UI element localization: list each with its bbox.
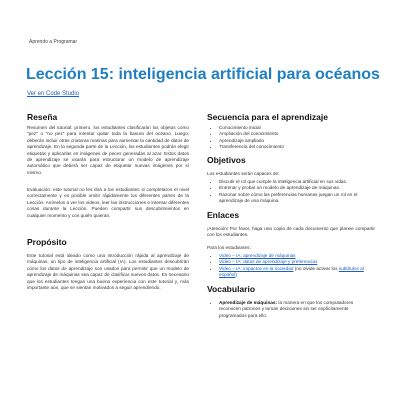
course-header: Aprendo a Programar	[29, 39, 78, 45]
list-item: • Transferencia del conocimiento	[219, 144, 375, 150]
objetivos-list	[207, 179, 375, 205]
link-note: (no olvide activar los	[293, 265, 339, 271]
list-item	[219, 300, 375, 319]
video-link-aprendizaje[interactable]: Video – IA: aprendizaje de máquinas	[219, 253, 296, 258]
video-link-datos[interactable]: Video – IA: datos de aprendizaje y preferencias	[219, 259, 318, 265]
secuencia-heading: Secuencia para el aprendizaje	[207, 112, 328, 122]
objetivos-heading: Objetivos	[207, 155, 246, 165]
proposito-heading: Propósito	[27, 237, 67, 247]
list-item: • Conocimiento inicial	[219, 125, 375, 131]
vocab-definition: la manera en que los computadores reconocen patrones y toman decisiones sin ser explícitamente programados para ello.	[219, 300, 354, 318]
proposito-paragraph: Este tutorial está ideado como una introducción rápida al aprendizaje de máquinas, un tipo de inteligencia artificial (IA). Los estudiantes descubrirán cómo los datos de aprendizaje son usados para permitir que un modelo de aprendizaje de máquinas sea capaz de clasificar nuevos datos. Es necesario que los estudiantes tengan una buena experiencia con este tutorial y, más importante aún, que se sientan motivados a seguir aprendiendo.	[27, 253, 189, 291]
list-item	[219, 266, 375, 279]
objetivos-intro: Los estudiantes serán capaces de:	[207, 171, 280, 176]
vocabulario-list	[207, 300, 375, 319]
list-item: • Razonar sobre cómo las preferencias humanas juegan un rol en el aprendizaje de una máquina.	[219, 192, 375, 205]
list-item: • Entrenar y probar un modelo de aprendizaje de máquinas.	[219, 185, 375, 191]
enlaces-list	[207, 253, 375, 279]
enlaces-subheading: Para los estudiantes:	[207, 245, 251, 250]
video-link-impactos[interactable]: Video – IA: impactos en la sociedad	[219, 265, 294, 271]
list-item: • Discutir el rol que cumple la inteligencia artificial en sus vidas.	[219, 179, 375, 185]
code-studio-link[interactable]: Ver en Code Studio	[27, 91, 80, 97]
subtitles-link[interactable]: subtítulos al español	[219, 265, 364, 278]
list-item: • Ampliación del conocimiento	[219, 131, 375, 137]
enlaces-intro: ¡Atención! Por favor, haga una copia de cada documento que planee compartir con los estudiantes.	[207, 226, 375, 238]
enlaces-heading: Enlaces	[207, 210, 240, 220]
resena-heading: Reseña	[27, 112, 58, 122]
resena-paragraph-2: Evaluación: este tutorial no les dirá a los estudiantes si completaron el nivel correctamente y es posible omitir rápidamente los diferentes partes de la Lección. Anímelos a ver los videos, leer las instrucciones e intentar diferentes cosas durante la Lección. Pueden compartir sus descubrimientos en cualquier momento y con quién quieran.	[27, 187, 189, 218]
list-item: • Aprendizaje ampliado	[219, 138, 375, 144]
vocab-term: Aprendizaje de máquinas:	[219, 300, 278, 305]
vocabulario-heading: Vocabulario	[207, 284, 256, 294]
secuencia-list	[207, 125, 375, 151]
page-title: Lección 15: inteligencia artificial para océanos	[26, 66, 380, 83]
resena-paragraph-1: Resumen del tutorial: primero, los estudiantes clasificarán los objetos como "pez" o "no pez" para intentar quitar toda la basura del océano. Luego, deberán incluir otras criaturas marinas para aumentar la cantidad de datos de aprendizaje. En la segunda parte de la Lección, los estudiantes podrán elegir etiquetas y aplicarlas en imágenes de peces generadas al azar. Estos datos de aprendizaje se usarán para estructurar un modelo de aprendizaje automático que deberá ser capaz de etiquetar nuevas imágenes por sí mismo.	[27, 125, 189, 175]
link-note-end: )	[235, 272, 237, 278]
